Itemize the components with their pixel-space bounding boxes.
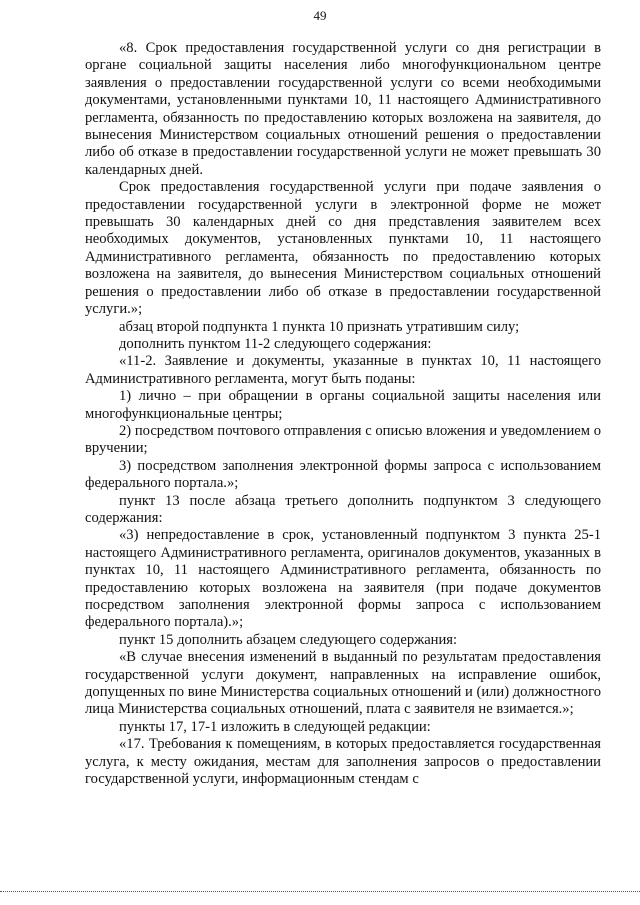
paragraph-4: дополнить пунктом 11-2 следующего содержания: <box>119 335 432 352</box>
paragraph-7: 2) посредством почтового отправления с описью вложения и уведомлением о вручении; <box>85 422 601 457</box>
page-number: 49 <box>313 8 327 23</box>
paragraph-11: пункт 15 дополнить абзацем следующего содержания: <box>119 631 458 648</box>
paragraph-8: 3) посредством заполнения электронной формы запроса с использованием федерального портала.»; <box>85 457 601 492</box>
paragraph-1: «8. Срок предоставления государственной услуги со дня регистрации в органе социальной защиты населения либо многофункциональном центре заявления о предоставлении государственной услуги со всеми необходимыми документами, установленными пунктами 10, 11 настоящего Административного регламента, обязанность по предоставлению которых возложена на заявителя, до вынесения Министерством социальных отношений решения о предоставлении либо об отказе в предоставлении государственной услуги не может превышать 30 календарных дней. <box>85 40 601 178</box>
paragraph-9: пункт 13 после абзаца третьего дополнить подпунктом 3 следующего содержания: <box>85 492 601 526</box>
paragraph-12: «В случае внесения изменений в выданный по результатам предоставления государственной услуги документ, направленных на исправление ошибок, допущенных по вине Министерства социальных отношений и (или) должностного лица Министерства социальных отношений, плата с заявителя не взимается.»; <box>85 649 601 718</box>
paragraph-5: «11-2. Заявление и документы, указанные в пунктах 10, 11 настоящего Административного регламента, могут быть поданы: <box>85 353 601 387</box>
paragraph-3: абзац второй подпункта 1 пункта 10 признать утратившим силу; <box>119 318 520 335</box>
paragraph-2: Срок предоставления государственной услуги при подаче заявления о предоставлении государственной услуги в электронной форме не может превышать 30 календарных дней со дня представления заявителем всех необходимых документов, установленных пунктами 10, 11 настоящего Административного регламента, обязанность по предоставлению которых возложена на заявителя, до вынесения Министерством социальных отношений решения о предоставлении либо об отказе в предоставлении государственной услуги.»; <box>85 179 601 318</box>
paragraph-13: пункты 17, 17-1 изложить в следующей редакции: <box>119 718 431 735</box>
paragraph-10: «3) непредоставление в срок, установленный подпунктом 3 пункта 25-1 настоящего Административного регламента, оригиналов документов, указанных в пунктах 10, 11 настоящего Административного регламента, обязанность по предоставлению которых возложена на заявителя (при подаче документов посредством заполнения электронной формы запроса с использованием федерального портала).»; <box>85 527 601 631</box>
document-body <box>85 40 601 788</box>
paragraph-6: 1) лично – при обращении в органы социальной защиты населения или многофункциональные центры; <box>85 388 601 422</box>
paragraph-14: «17. Требования к помещениям, в которых предоставляется государственная услуга, к месту ожидания, местам для заполнения запросов о предоставлении государственной услуги, информационным стендам с <box>85 736 601 788</box>
page-bottom-divider <box>0 891 640 892</box>
